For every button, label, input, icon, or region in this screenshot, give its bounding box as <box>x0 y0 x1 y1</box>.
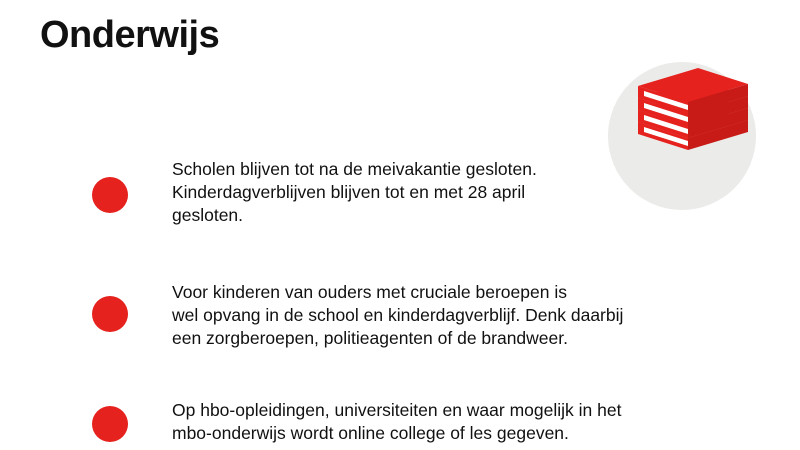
list-item-3 <box>172 399 712 445</box>
list-item-2-line-3: een zorgberoepen, politieagenten of de brandweer. <box>172 328 568 348</box>
list-item-2-line-1: Voor kinderen van ouders met cruciale beroepen is <box>172 282 567 302</box>
page-title: Onderwijs <box>40 14 220 56</box>
list-item-1-line-1: Scholen blijven tot na de meivakantie gesloten. <box>172 159 537 179</box>
list-item-1-line-2: Kinderdagverblijven blijven tot en met 28 april <box>172 182 526 202</box>
list-item-3-line-2: mbo-onderwijs wordt online college of les gegeven. <box>172 423 569 443</box>
list-item-3-line-1: Op hbo-opleidingen, universiteiten en waar mogelijk in het <box>172 400 622 420</box>
list-item-1 <box>172 158 712 227</box>
bullet-point-1 <box>92 177 128 213</box>
list-item-2-line-2: wel opvang in de school en kinderdagverblijf. Denk daarbij <box>172 305 624 325</box>
list-item-2 <box>172 281 712 350</box>
bullet-point-3 <box>92 406 128 442</box>
list-item-1-line-3: gesloten. <box>172 205 244 225</box>
bullet-point-2 <box>92 296 128 332</box>
